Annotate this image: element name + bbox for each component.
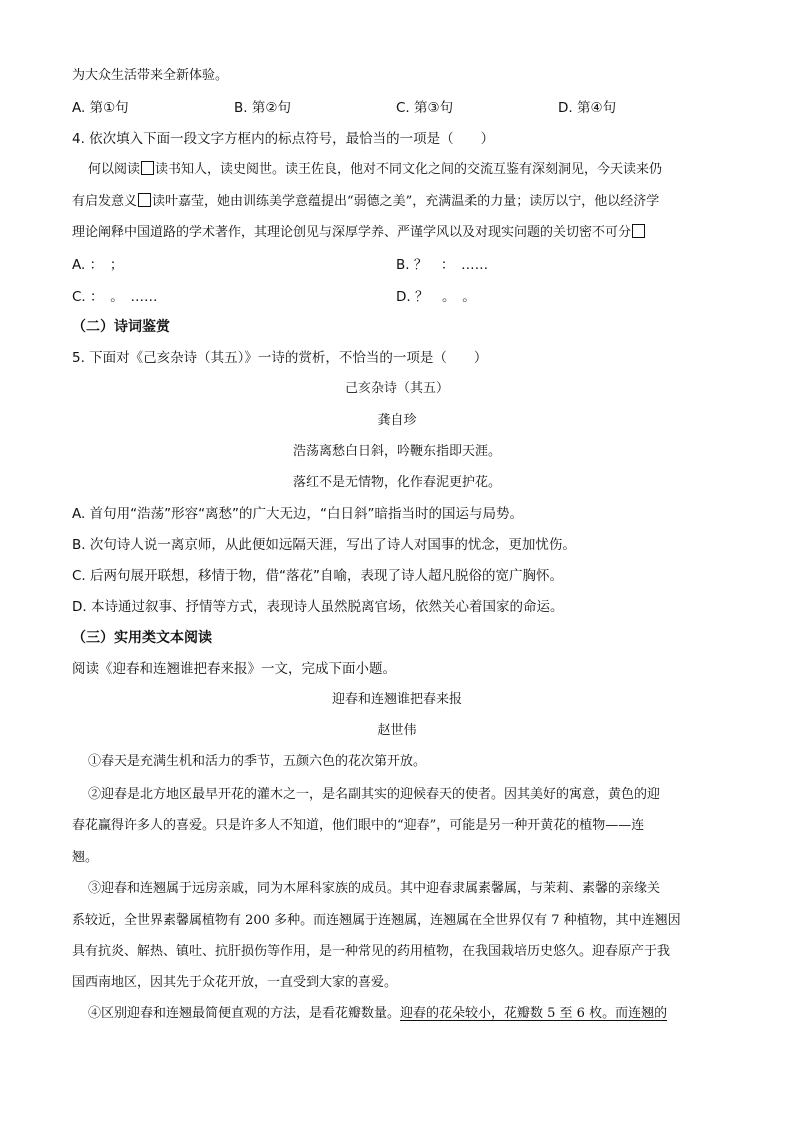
poem-title: 己亥杂诗（其五） <box>344 381 449 396</box>
article-paragraph-3-line-2: 系较近，全世界素馨属植物有 200 多种。而连翘属于连翘属，连翘属在全世界仅有 7 种植物，其中连翘因 <box>72 913 681 928</box>
blank-box-3 <box>632 224 645 238</box>
q4-passage-text: 理论阐释中国道路的学术著作，其理论创见与深厚学养、严谨学风以及对现实问题的关切密不可分 <box>72 225 632 240</box>
q4-passage-text: 何以阅读 <box>88 162 141 177</box>
q3-option-c: C. 第③句 <box>396 100 454 116</box>
article-paragraph-3-line-3: 具有抗炎、解热、镇吐、抗肝损伤等作用，是一种常见的药用植物，在我国栽培历史悠久。迎春原产于我 <box>72 944 671 959</box>
article-paragraph-2-line-3: 翘。 <box>72 850 99 865</box>
q3-option-d: D. 第④句 <box>558 100 617 116</box>
article-paragraph-1: ①春天是充满生机和活力的季节，五颜六色的花次第开放。 <box>88 754 427 769</box>
q4-passage-text: 读叶嘉莹，她由训练美学意蕴提出“弱德之美”，充满温柔的力量；读厉以宁，他以经济学 <box>152 194 660 209</box>
q4-option-b: B. ？ ： …… <box>396 257 489 273</box>
poem-line-2: 落红不是无情物，化作春泥更护花。 <box>292 475 501 490</box>
q3-option-a: A. 第①句 <box>72 100 129 116</box>
article-paragraph-3-line-4: 国西南地区，因其先于众花开放，一直受到大家的喜爱。 <box>72 975 398 990</box>
article-paragraph-3-line-1: ③迎春和连翘属于远房亲戚，同为木犀科家族的成员。其中迎春隶属素馨属，与茉莉、素馨的亲缘关 <box>88 881 661 896</box>
blank-box-2 <box>138 193 151 207</box>
underlined-text: 迎春的花朵较小，花瓣数 5 至 6 枚。而连翘的 <box>400 1006 668 1021</box>
q5-option-a: A. 首句用“浩荡”形容“离愁”的广大无边，“白日斜”暗指当时的国运与局势。 <box>72 506 524 522</box>
q4-passage-line-3 <box>72 224 646 242</box>
q4-stem: 4. 依次填入下面一段文字方框内的标点符号，最恰当的一项是（ ） <box>72 131 495 147</box>
article-paragraph-4-line-1 <box>88 1005 667 1023</box>
q3-option-b: B. 第②句 <box>234 100 291 116</box>
paragraph-text: ④区别迎春和连翘最简便直观的方法，是看花瓣数量。 <box>88 1006 401 1021</box>
q4-passage-line-1 <box>88 161 662 179</box>
q4-option-c: C. ： 。 …… <box>72 289 158 305</box>
article-paragraph-2-line-1: ②迎春是北方地区最早开花的灌木之一，是名副其实的迎候春天的使者。因其美好的寓意，黄色的迎 <box>88 787 661 802</box>
q5-stem: 5. 下面对《己亥杂诗（其五）》一诗的赏析，不恰当的一项是（ ） <box>72 350 488 366</box>
article-author: 赵世伟 <box>377 723 417 738</box>
article-title: 迎春和连翘谁把春来报 <box>331 692 462 707</box>
q4-option-a: A. ： ； <box>72 257 124 273</box>
poem-author: 龚自珍 <box>377 413 417 428</box>
section-heading-practical-reading: （三）实用类文本阅读 <box>72 630 212 646</box>
section-heading-poetry: （二）诗词鉴赏 <box>72 319 170 335</box>
reading-instruction: 阅读《迎春和连翘谁把春来报》一文，完成下面小题。 <box>72 661 396 677</box>
q4-passage-text: 读书知人，读史阅世。读王佐良，他对不同文化之间的交流互鉴有深刻洞见，今天读来仍 <box>155 162 663 177</box>
q5-option-d: D. 本诗通过叙事、抒情等方式，表现诗人虽然脱离官场，依然关心着国家的命运。 <box>72 599 564 615</box>
q3-tail-text: 为大众生活带来全新体验。 <box>72 68 229 83</box>
q5-option-b: B. 次句诗人说一离京师，从此便如远隔天涯，写出了诗人对国事的忧念，更加忧伤。 <box>72 537 576 553</box>
q4-option-d: D. ？ 。 。 <box>396 289 476 305</box>
poem-line-1: 浩荡离愁白日斜，吟鞭东指即天涯。 <box>292 444 501 459</box>
blank-box-1 <box>141 161 154 175</box>
q4-passage-text: 有启发意义 <box>72 194 138 209</box>
q5-option-c: C. 后两句展开联想，移情于物，借“落花”自喻，表现了诗人超凡脱俗的宽广胸怀。 <box>72 568 563 584</box>
q4-passage-line-2 <box>72 193 659 211</box>
article-paragraph-2-line-2: 春花赢得许多人的喜爱。只是许多人不知道，他们眼中的“迎春”，可能是另一种开黄花的植物——连 <box>72 818 645 833</box>
